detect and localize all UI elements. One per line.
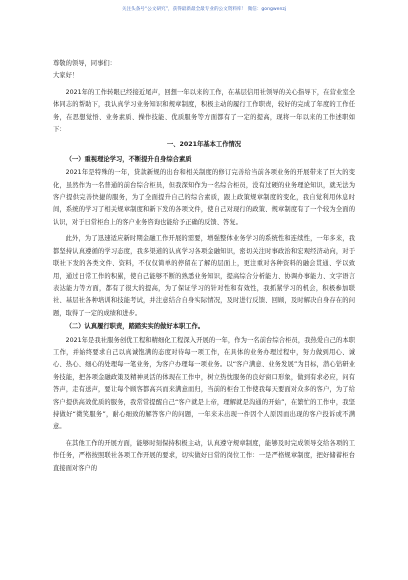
document-body [53, 54, 355, 475]
body-paragraph: 2021年是特殊的一年，贷款新规的出台和相关制度的修订完善给当前各项业务的开展带来了巨大的变化，虽然作为一名普通的前台综合柜员，但我深知作为一名综合柜员，没有过硬的业务理论知识，就无法为客户提供完善快捷的服务，为了全面提升自己的综合素质，跟上政策规章制度的变化，我自觉利用休息时间，系统的学习了相关规章制度和新下发的各项文件，使自己对现行的政策、规章制度有了一个较为全面的认识，对于日常柜台上的客户业务咨询也能给予正确的反馈、答复。 [53, 169, 355, 226]
subsection-heading: （二）认真履行职责，踏踏实实的做好本职工作。 [65, 323, 205, 331]
body-paragraph: 此外，为了迅速适应新时期金融工作开展的需要，增强整体业务学习的系统性和连续性，一年多来，我都坚持认真遵循的学习态度，我多渠道的认真学习各项金融知识，密切关注时事政治和宏观经济动向，对于联社下发的各类文件、资料，不仅仅简单的停留在了解的层面上，更注重对各种资料的融会贯通、学以致用，通过日常工作的积累，使自己能够不断的熟悉业务知识，提高综合分析能力、协调办事能力、文字语言表达能力等方面，都有了很大的提高，为了保证学习的针对性和有效性，我抓紧学习的机会，积极参加联社、基层社各种培训和技能考试，并注意结合自身实际情况，及时进行反馈、回顾，及时解决自身存在的问题，取得了一定的成绩和进步。 [53, 235, 355, 317]
header-banner: 关注头条号“公文研究”，获得最新最全最专业的公文资料库！ 微信：gongwenzj [121, 7, 287, 12]
body-paragraph: 2021年是我社服务创优工程和精细化工程深入开展的一年，作为一名前台综合柜员，我热爱自己的本职工作，并始终要求自己以真诚饱满的态度对待每一项工作，在具体的业务办理过程中，努力做到用心、诚心、热心、细心的处理每一笔业务，为客户办理每一项业务。以“客户满意、业务发展”为目标，潜心钻研业务技能，把各项金融政策及精神灵活的体现在工作中，树立热忱服务的良好窗口形象，做到有求必应，问有答声，走有送声，要让每个顾客都高兴而来满意而归，当前的柜台工作使我每天要面对众多的客户，为了给客户提供高效优质的服务，我常常提醒自己“客户就是上帝，理解就是沟通的开始”，在繁忙的工作中，我坚持做好“微笑服务”，耐心细致的解答客户的问题，一年来未出现一件因个人原因而出现的客户投诉或不满意。 [53, 336, 355, 431]
salutation: 尊敬的领导，同事们： [53, 60, 116, 67]
greeting: 大家好！ [53, 72, 79, 80]
section-heading: 一、2021年基本工作情况 [166, 141, 242, 149]
subsection-heading: （一）重视理论学习，不断提升自身综合素质 [65, 155, 192, 163]
body-paragraph: 在其他工作的开展方面，能够时刻保持积极主动，认真遵守规章制度，能够及时完成领导交给各项的工作任务，严格按照联社各项工作开展的要求，切实做好日常的岗位工作：一是严格规章制度，把好储蓄柜台直接面对客户的 [53, 439, 355, 472]
intro-paragraph: 2021年的工作转眼已经接近尾声，回想一年以来的工作，在基层信用社领导的关心指导下，在营业室全体同志的帮助下，我认真学习业务知识和规章制度，积极主动的履行工作职责，较好的完成了年度的工作任务，在思想觉悟、业务素质、操作技能、优质服务等方面都有了一定的提高，现将一年以来的工作述职如下： [53, 88, 355, 134]
